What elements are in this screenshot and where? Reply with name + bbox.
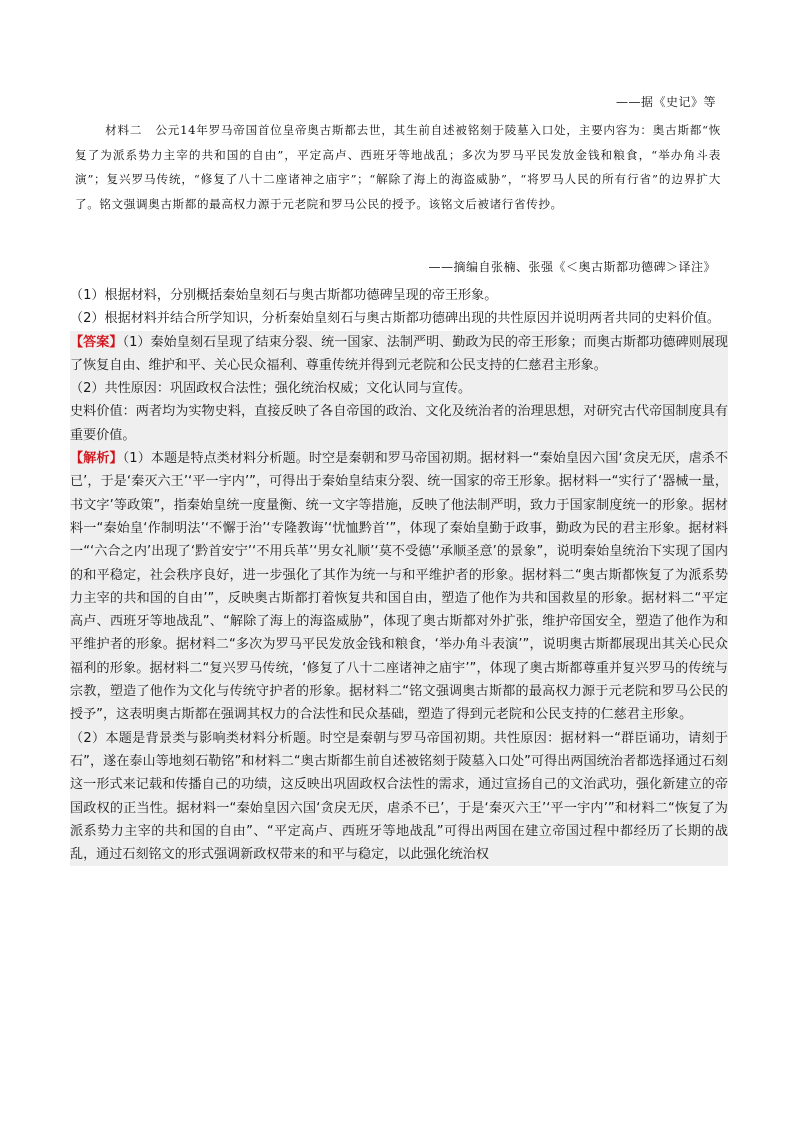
material-text: 公元14年罗马帝国首位皇帝奥古斯都去世，其生前自述被铭刻于陵墓入口处，主要内容为：奥古斯都“恢复了为派系势力主宰的共和国的自由”，平定高卢、西班牙等地战乱；多次为罗马平民发放金钱和粮食，“举办角斗表演”；复兴罗马传统，“修复了八十二座诸神之庙宇”；“解除了海上的海盗威胁”，“将罗马人民的所有行省”的边界扩大了。铭文强调奥古斯都的最高权力源于元老院和罗马公民的授予。该铭文后被诸行省传抄。 xyxy=(75,123,721,211)
analysis-part-1 xyxy=(70,447,728,727)
answer-part-3: 史料价值：两者均为实物史料，直接反映了各自帝国的政治、文化及统治者的治理思想，对研究古代帝国制度具有重要价值。 xyxy=(70,404,728,443)
answer-tag: 【答案】 xyxy=(70,334,123,350)
answer-part-1 xyxy=(70,331,728,378)
analysis-part-2: （2）本题是背景类与影响类材料分析题。时空是秦朝与罗马帝国初期。共性原因：据材料一“群臣诵功，请刻于石”，遂在泰山等地刻石勒铭”和材料二“奥古斯都生前自述被铭刻于陵墓入口处”可得出两国统治者都选择通过石刻这一形式来记载和传播自己的功绩，这反映出巩固政权合法性的需求，通过宣扬自己的文治武功，强化新建立的帝国政权的正当性。据材料一“秦始皇因六国‘贪戾无厌，虐杀不已’，于是‘秦灭六王’‘平一宇内’”和材料二“恢复了为派系势力主宰的共和国的自由”、“平定高卢、西班牙等地战乱”可得出两国在建立帝国过程中都经历了长期的战乱，通过石刻铭文的形式强调新政权带来的和平与稳定，以此强化统治权 xyxy=(70,730,728,863)
source-citation-1: ——据《史记》等 xyxy=(615,95,716,109)
question-2: （2）根据材料并结合所学知识，分析秦始皇刻石与奥古斯都功德碑出现的共性原因并说明两者共同的史料价值。 xyxy=(70,311,720,327)
source-citation-2: ——摘编自张楠、张强《＜奥古斯都功德碑＞译注》 xyxy=(428,260,716,274)
analysis-tag: 【解析】 xyxy=(70,451,123,467)
analysis-text-1: （1）本题是特点类材料分析题。时空是秦朝和罗马帝国初期。据材料一“秦始皇因六国‘贪戾无厌，虐杀不已’，于是‘秦灭六王’‘平一宇内’”，可得出于秦始皇结束分裂、统一国家的帝王形象。据材料一“实行了‘器械一量，书文字’等政策”，指秦始皇统一度量衡、统一文字等措施，反映了他法制严明，致力于国家制度统一的形象。据材料一“秦始皇‘作制明法’‘不懈于治’‘专隆教诲’‘忧恤黔首’”，体现了秦始皇勤于政事，勤政为民的君主形象。据材料一“‘六合之内’出现了‘黔首安宁’‘不用兵革’‘男女礼顺’‘莫不受德’‘承顺圣意’的景象”，说明秦始皇统治下实现了国内的和平稳定，社会秩序良好，进一步强化了其作为统一与和平维护者的形象。据材料二“奥古斯都恢复了为派系势力主宰的共和国的自由’”，反映奥古斯都打着恢复共和国自由，塑造了他作为共和国救星的形象。据材料二“平定高卢、西班牙等地战乱”、“解除了海上的海盗威胁”，体现了奥古斯都对外扩张，维护帝国安全，塑造了他作为和平维护者的形象。据材料二“多次为罗马平民发放金钱和粮食，‘举办角斗表演’”，说明奥古斯都展现出其关心民众福利的形象。据材料二“复兴罗马传统，‘修复了八十二座诸神之庙宇’”，体现了奥古斯都尊重并复兴罗马的传统与宗教，塑造了他作为文化与传统守护者的形象。据材料二“铭文强调奥古斯都的最高权力源于元老院和罗马公民的授予”，这表明奥古斯都在强调其权力的合法性和民众基础，塑造了得到元老院和公民支持的仁慈君主形象。 xyxy=(70,451,728,723)
analysis-block xyxy=(70,447,728,866)
material-two xyxy=(75,118,721,216)
answer-text-1: （1）秦始皇刻石呈现了结束分裂、统一国家、法制严明、勤政为民的帝王形象；而奥古斯都功德碑则展现了恢复自由、维护和平、关心民众福利、尊重传统并得到元老院和公民支持的仁慈君主形象。 xyxy=(70,334,728,373)
material-label: 材料二 xyxy=(105,123,143,137)
question-answer-section xyxy=(70,284,728,866)
answer-part-2: （2）共性原因：巩固政权合法性；强化统治权威；文化认同与宣传。 xyxy=(70,381,472,397)
question-1: （1）根据材料，分别概括秦始皇刻石与奥古斯都功德碑呈现的帝王形象。 xyxy=(70,288,498,303)
answer-block xyxy=(70,331,728,447)
